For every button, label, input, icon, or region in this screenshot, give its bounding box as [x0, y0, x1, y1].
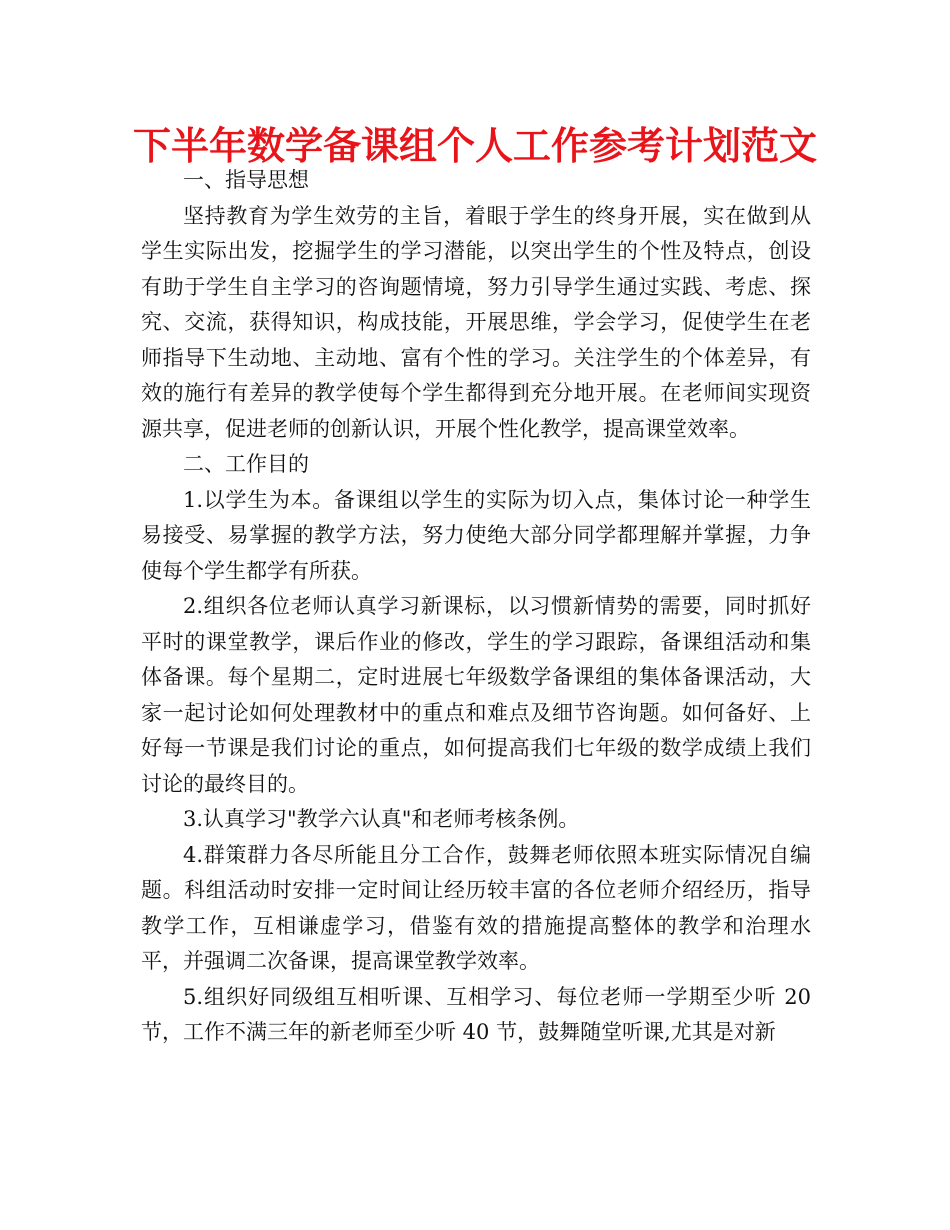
- document-body: [141, 163, 811, 1051]
- paragraph-goal-4: 4.群策群力各尽所能且分工合作，鼓舞老师依照本班实际情况自编题。科组活动时安排一定时间让经历较丰富的各位老师介绍经历，指导教学工作，互相谦虚学习，借鉴有效的措施提高整体的教学和治理水平，并强调二次备课，提高课堂教学效率。: [141, 842, 811, 973]
- paragraph-guiding-ideology: 坚持教育为学生效劳的主旨，着眼于学生的终身开展，实在做到从学生实际出发，挖掘学生的学习潜能，以突出学生的个性及特点，创设有助于学生自主学习的咨询题情境，努力引导学生通过实践、考虑、探究、交流，获得知识，构成技能，开展思维，学会学习，促使学生在老师指导下生动地、主动地、富有个性的学习。关注学生的个体差异，有效的施行有差异的教学使每个学生都得到充分地开展。在老师间实现资源共享，促进老师的创新认识，开展个性化教学，提高课堂效率。: [141, 203, 811, 441]
- paragraph-goal-1: 1.以学生为本。备课组以学生的实际为切入点，集体讨论一种学生易接受、易掌握的教学方法，努力使绝大部分同学都理解并掌握，力争使每个学生都学有所获。: [141, 487, 811, 583]
- paragraph-goal-2: 2.组织各位老师认真学习新课标，以习惯新情势的需要，同时抓好平时的课堂教学，课后作业的修改，学生的学习跟踪，备课组活动和集体备课。每个星期二，定时进展七年级数学备课组的集体备课活动，大家一起讨论如何处理教材中的重点和难点及细节咨询题。如何备好、上好每一节课是我们讨论的重点，如何提高我们七年级的数学成绩上我们讨论的最终目的。: [141, 594, 811, 796]
- paragraph-goal-3: 3.认真学习"教学六认真"和老师考核条例。: [183, 807, 580, 831]
- section-heading-work-goals: 二、工作目的: [183, 452, 309, 476]
- paragraph-goal-5: 5.组织好同级组互相听课、互相学习、每位老师一学期至少听 20 节，工作不满三年的新老师至少听 40 节，鼓舞随堂听课,尤其是对新: [141, 984, 811, 1044]
- document-title: 下半年数学备课组个人工作参考计划范文: [132, 124, 817, 168]
- section-heading-guiding-ideology: 一、指导思想: [183, 168, 309, 192]
